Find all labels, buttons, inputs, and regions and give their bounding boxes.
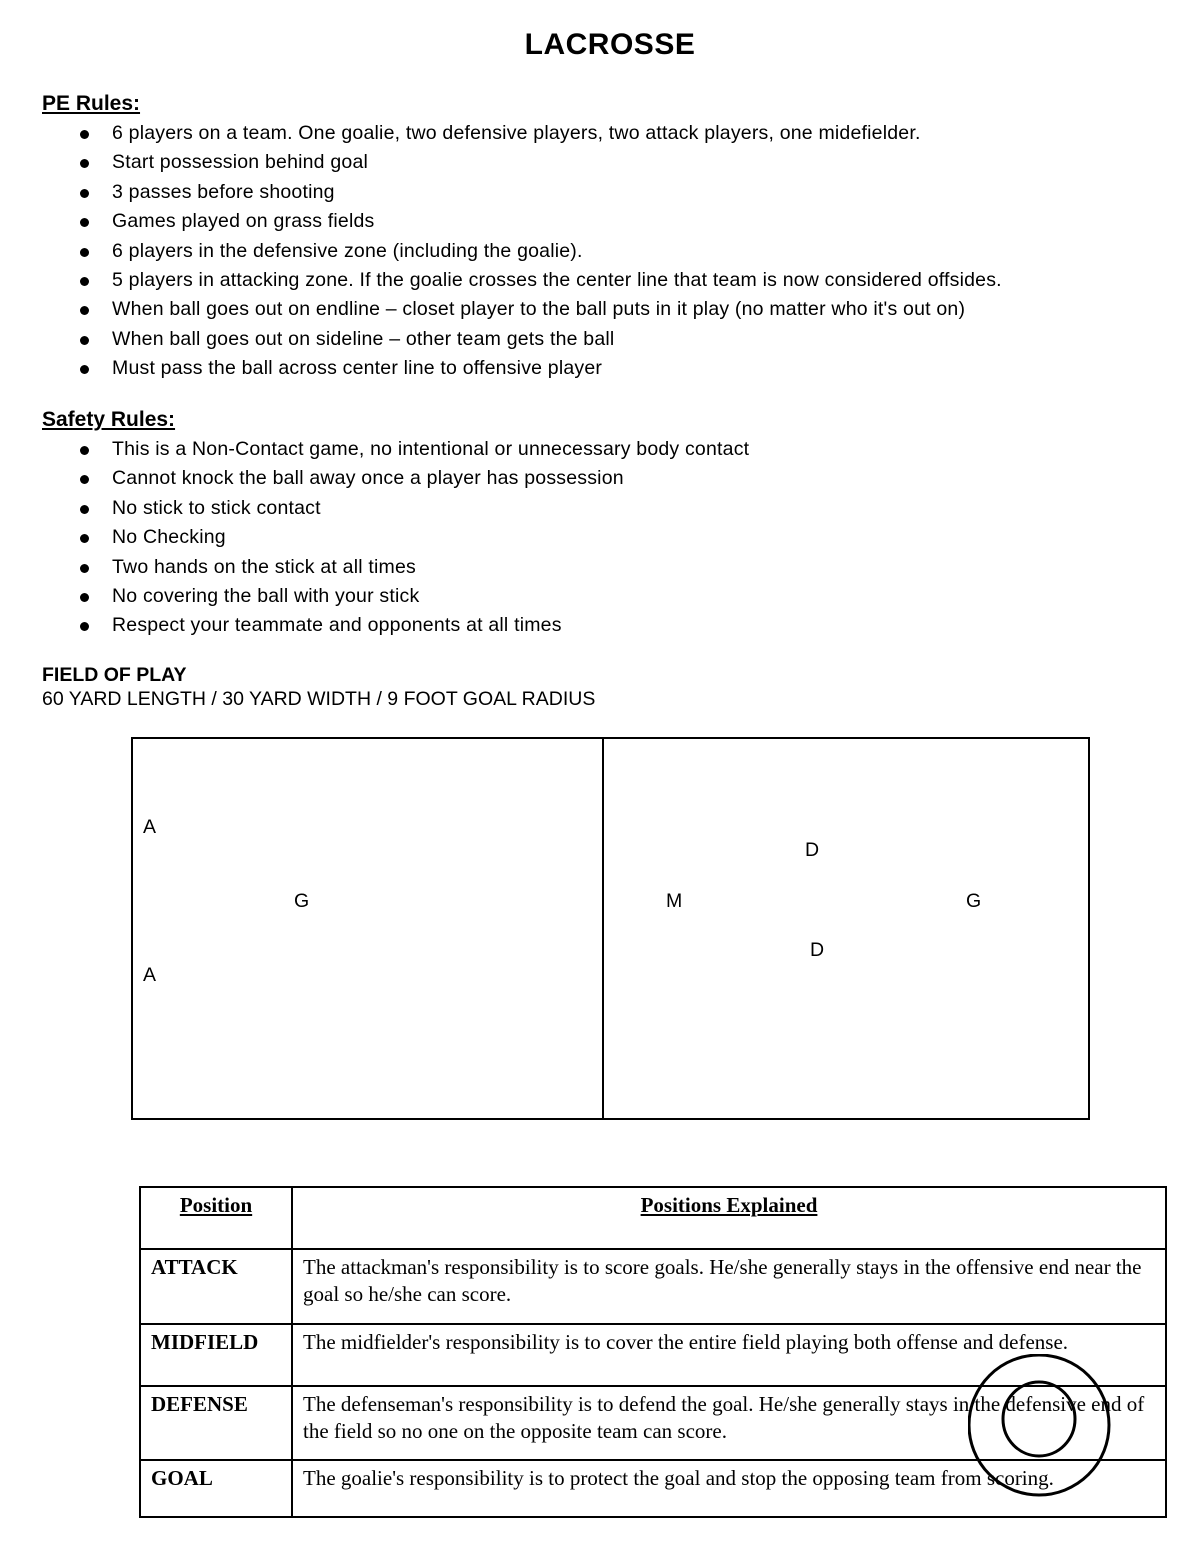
list-item: Respect your teammate and opponents at all times <box>80 611 749 640</box>
marker-goal-left: G <box>294 890 310 912</box>
field-of-play-dimensions: 60 YARD LENGTH / 30 YARD WIDTH / 9 FOOT GOAL RADIUS <box>42 688 596 710</box>
concentric-circles-icon <box>968 1354 1114 1500</box>
bullet-icon <box>80 189 89 198</box>
field-diagram <box>131 737 1090 1120</box>
list-item: Two hands on the stick at all times <box>80 553 749 582</box>
bullet-icon <box>80 130 89 139</box>
position-description: The defenseman's responsibility is to defend the goal. He/she generally stays in the defensive end of the field so no one on the opposite team can score. <box>292 1386 1166 1460</box>
list-item: Must pass the ball across center line to offensive player <box>80 354 1002 383</box>
list-item: Games played on grass fields <box>80 207 1002 236</box>
safety-rules-heading: Safety Rules: <box>42 408 176 431</box>
pe-rules-heading: PE Rules: <box>42 92 141 115</box>
list-item: No stick to stick contact <box>80 494 749 523</box>
pe-rules-list <box>80 119 1002 384</box>
bullet-icon <box>80 336 89 345</box>
bullet-icon <box>80 365 89 374</box>
position-name: MIDFIELD <box>140 1324 292 1386</box>
list-item: When ball goes out on sideline – other team gets the ball <box>80 325 1002 354</box>
list-item: 6 players on a team. One goalie, two defensive players, two attack players, one midefielder. <box>80 119 1002 148</box>
bullet-icon <box>80 505 89 514</box>
position-name: DEFENSE <box>140 1386 292 1460</box>
column-header-position: Position <box>140 1187 292 1249</box>
marker-defense: D <box>810 939 825 961</box>
bullet-icon <box>80 593 89 602</box>
page-title: LACROSSE <box>524 28 696 61</box>
table-header-row <box>140 1187 1166 1249</box>
position-description: The attackman's responsibility is to score goals. He/she generally stays in the offensive end near the goal so he/she can score. <box>292 1249 1166 1324</box>
bullet-icon <box>80 534 89 543</box>
position-description: The goalie's responsibility is to protect the goal and stop the opposing team from scoring. <box>292 1460 1166 1517</box>
bullet-icon <box>80 446 89 455</box>
bullet-icon <box>80 277 89 286</box>
position-description: The midfielder's responsibility is to cover the entire field playing both offense and defense. <box>292 1324 1166 1386</box>
safety-rules-list <box>80 435 749 641</box>
position-name: ATTACK <box>140 1249 292 1324</box>
list-item: No Checking <box>80 523 749 552</box>
list-item: When ball goes out on endline – closet player to the ball puts in it play (no matter who it's out on) <box>80 295 1002 324</box>
bullet-icon <box>80 248 89 257</box>
list-item: 5 players in attacking zone. If the goalie crosses the center line that team is now considered offsides. <box>80 266 1002 295</box>
marker-goal-right: G <box>966 890 982 912</box>
list-item: 3 passes before shooting <box>80 178 1002 207</box>
marker-defense: D <box>805 839 820 861</box>
bullet-icon <box>80 564 89 573</box>
list-item: Cannot knock the ball away once a player has possession <box>80 464 749 493</box>
marker-attack: A <box>143 816 157 838</box>
list-item: 6 players in the defensive zone (including the goalie). <box>80 237 1002 266</box>
center-line <box>602 739 604 1118</box>
list-item: No covering the ball with your stick <box>80 582 749 611</box>
list-item: This is a Non-Contact game, no intentional or unnecessary body contact <box>80 435 749 464</box>
bullet-icon <box>80 306 89 315</box>
list-item: Start possession behind goal <box>80 148 1002 177</box>
column-header-explained: Positions Explained <box>292 1187 1166 1249</box>
marker-midfield: M <box>666 890 683 912</box>
table-row <box>140 1249 1166 1324</box>
position-name: GOAL <box>140 1460 292 1517</box>
field-of-play-title: FIELD OF PLAY <box>42 664 187 686</box>
bullet-icon <box>80 622 89 631</box>
marker-attack: A <box>143 964 157 986</box>
bullet-icon <box>80 159 89 168</box>
bullet-icon <box>80 218 89 227</box>
bullet-icon <box>80 475 89 484</box>
